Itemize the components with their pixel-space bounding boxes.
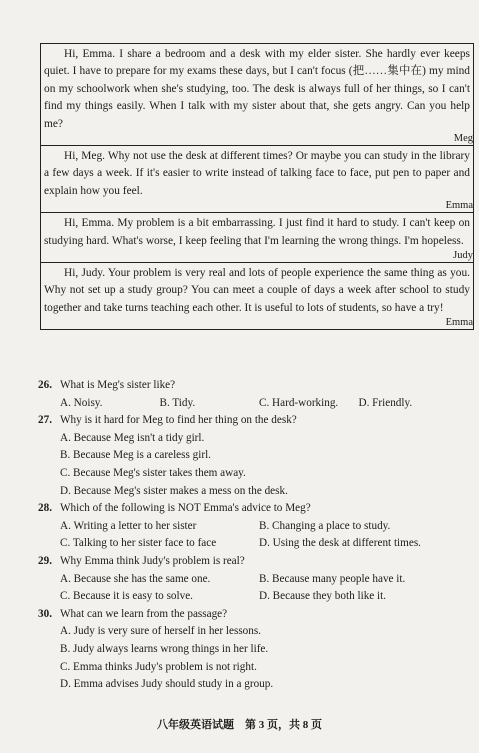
option-c[interactable]: C. Talking to her sister face to face	[60, 537, 217, 550]
option-b[interactable]: B. Changing a place to study.	[259, 519, 391, 532]
letter-signature: Emma	[445, 317, 473, 329]
question-28	[38, 500, 458, 553]
option-c[interactable]: C. Emma thinks Judy's problem is not right.	[60, 660, 257, 673]
letter-signature: Emma	[445, 200, 473, 212]
letter-judy	[41, 213, 473, 263]
question-text: Which of the following is NOT Emma's advice to Meg?	[60, 502, 311, 515]
question-text: Why is it hard for Meg to find her thing on the desk?	[60, 414, 297, 427]
option-b[interactable]: B. Judy always learns wrong things in her life.	[60, 642, 269, 655]
option-b[interactable]: B. Because Meg is a careless girl.	[60, 449, 211, 462]
question-text: What is Meg's sister like?	[60, 379, 176, 391]
option-d[interactable]: D. Friendly.	[358, 396, 413, 409]
letter-emma-reply	[41, 146, 473, 213]
questions	[38, 377, 458, 694]
letter-text: Hi, Emma. I share a bedroom and a desk with my elder sister. She hardly ever keeps quiet. I have to prepare for my exams these days, but I can't focus (把……集中在) my mind on my schoolwork when she's studying, too. The desk is always full of her things, so I can't find my things easily. When I talk with my sister about that, she gets angry. Can you help me?	[44, 48, 470, 130]
page-footer: 八年级英语试题 第 3 页，共 8 页	[157, 719, 322, 731]
letters-table	[40, 43, 474, 330]
option-a[interactable]: A. Writing a letter to her sister	[60, 519, 197, 532]
question-number: 26.	[38, 379, 52, 391]
option-a[interactable]: A. Noisy.	[60, 396, 103, 409]
question-number: 28.	[38, 502, 52, 515]
option-a[interactable]: A. Judy is very sure of herself in her lessons.	[60, 625, 262, 638]
question-number: 27.	[38, 414, 52, 427]
letter-signature: Judy	[453, 250, 473, 262]
option-c[interactable]: C. Hard-working.	[259, 396, 339, 409]
question-30	[38, 606, 458, 694]
option-d[interactable]: D. Because they both like it.	[259, 590, 387, 603]
question-27	[38, 412, 458, 500]
question-number: 29.	[38, 554, 52, 567]
letter-text: Hi, Emma. My problem is a bit embarrassing. I just find it hard to study. I can't keep on studying hard. What's worse, I keep feeling that I'm learning the wrong things. I'm hopeless.	[44, 217, 470, 247]
letter-emma-advice	[41, 263, 473, 329]
question-26	[38, 377, 458, 412]
option-d[interactable]: D. Because Meg's sister makes a mess on the desk.	[60, 484, 288, 497]
letter-text: Hi, Judy. Your problem is very real and lots of people experience the same thing as you. Why not set up a study group? You can meet a couple of days a week after school to study together and take turns teaching each other. It is useful to lots of students, so have a try!	[44, 267, 470, 314]
option-a[interactable]: A. Because Meg isn't a tidy girl.	[60, 431, 205, 444]
question-number: 30.	[38, 607, 52, 620]
option-a[interactable]: A. Because she has the same one.	[60, 572, 211, 585]
question-29	[38, 553, 458, 606]
option-c[interactable]: C. Because it is easy to solve.	[60, 590, 193, 603]
letter-signature: Meg	[453, 133, 473, 145]
letter-text: Hi, Meg. Why not use the desk at different times? Or maybe you can study in the library a few days a week. If it's easier to write instead of talking face to face, put pen to paper and explain how you feel.	[44, 150, 470, 197]
question-text: What can we learn from the passage?	[60, 607, 228, 620]
option-c[interactable]: C. Because Meg's sister takes them away.	[60, 466, 246, 479]
question-text: Why Emma think Judy's problem is real?	[60, 554, 245, 567]
option-b[interactable]: B. Tidy.	[159, 396, 196, 409]
letter-meg	[41, 44, 473, 146]
option-d[interactable]: D. Using the desk at different times.	[259, 537, 421, 550]
option-d[interactable]: D. Emma advises Judy should study in a group.	[60, 678, 274, 691]
option-b[interactable]: B. Because many people have it.	[259, 572, 406, 585]
